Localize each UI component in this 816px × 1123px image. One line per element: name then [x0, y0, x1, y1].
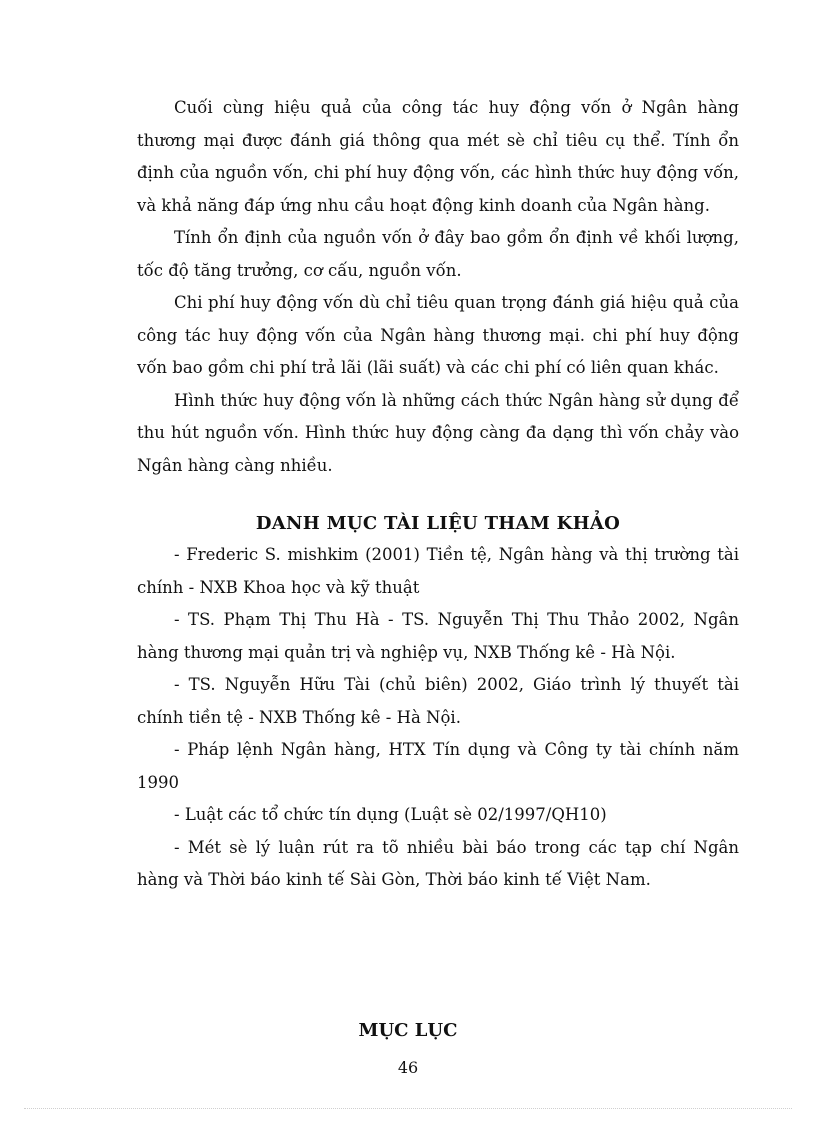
reference-item: - TS. Nguyễn Hữu Tài (chủ biên) 2002, Giáo trình lý thuyết tài chính tiền tệ - NXB Thống kê - Hà Nội.	[137, 675, 739, 727]
footer-divider	[24, 1108, 792, 1109]
reference-item: - TS. Phạm Thị Thu Hà - TS. Nguyễn Thị Thu Thảo 2002, Ngân hàng thương mại quản trị và nghiệp vụ, NXB Thống kê - Hà Nội.	[137, 610, 739, 662]
page-content	[137, 92, 739, 897]
reference-item: - Mét sè lý luận rút ra tõ nhiều bài báo trong các tạp chí Ngân hàng và Thời báo kinh tế Sài Gòn, Thời báo kinh tế Việt Nam.	[137, 837, 739, 889]
body-paragraph: Chi phí huy động vốn dù chỉ tiêu quan trọng đánh giá hiệu quả của công tác huy động vốn của Ngân hàng thương mại. chi phí huy động vốn bao gồm chi phí trả lãi (lãi suất) và các chi phí có liên quan khác.	[137, 293, 739, 377]
body-paragraph: Cuối cùng hiệu quả của công tác huy động vốn ở Ngân hàng thương mại được đánh giá thông qua mét sè chỉ tiêu cụ thể. Tính ổn định của nguồn vốn, chi phí huy động vốn, các hình thức huy động vốn, và khả năng đáp ứng nhu cầu hoạt động kinh doanh của Ngân hàng.	[137, 98, 739, 215]
references-heading: DANH MỤC TÀI LIỆU THAM KHẢO	[255, 513, 621, 534]
reference-item: - Luật các tổ chức tín dụng (Luật sè 02/1997/QH10)	[174, 805, 607, 824]
reference-item: - Frederic S. mishkim (2001) Tiền tệ, Ngân hàng và thị trường tài chính - NXB Khoa học và kỹ thuật	[137, 545, 739, 597]
reference-item: - Pháp lệnh Ngân hàng, HTX Tín dụng và Công ty tài chính năm 1990	[137, 740, 739, 792]
body-paragraph: Tính ổn định của nguồn vốn ở đây bao gồm ổn định về khối lượng, tốc độ tăng trưởng, cơ cấu, nguồn vốn.	[137, 228, 739, 280]
body-paragraph: Hình thức huy động vốn là những cách thức Ngân hàng sử dụng để thu hút nguồn vốn. Hình thức huy động càng đa dạng thì vốn chảy vào Ngân hàng càng nhiều.	[137, 390, 739, 475]
toc-heading: MỤC LỤC	[358, 1020, 458, 1041]
page-number: 46	[397, 1058, 419, 1077]
